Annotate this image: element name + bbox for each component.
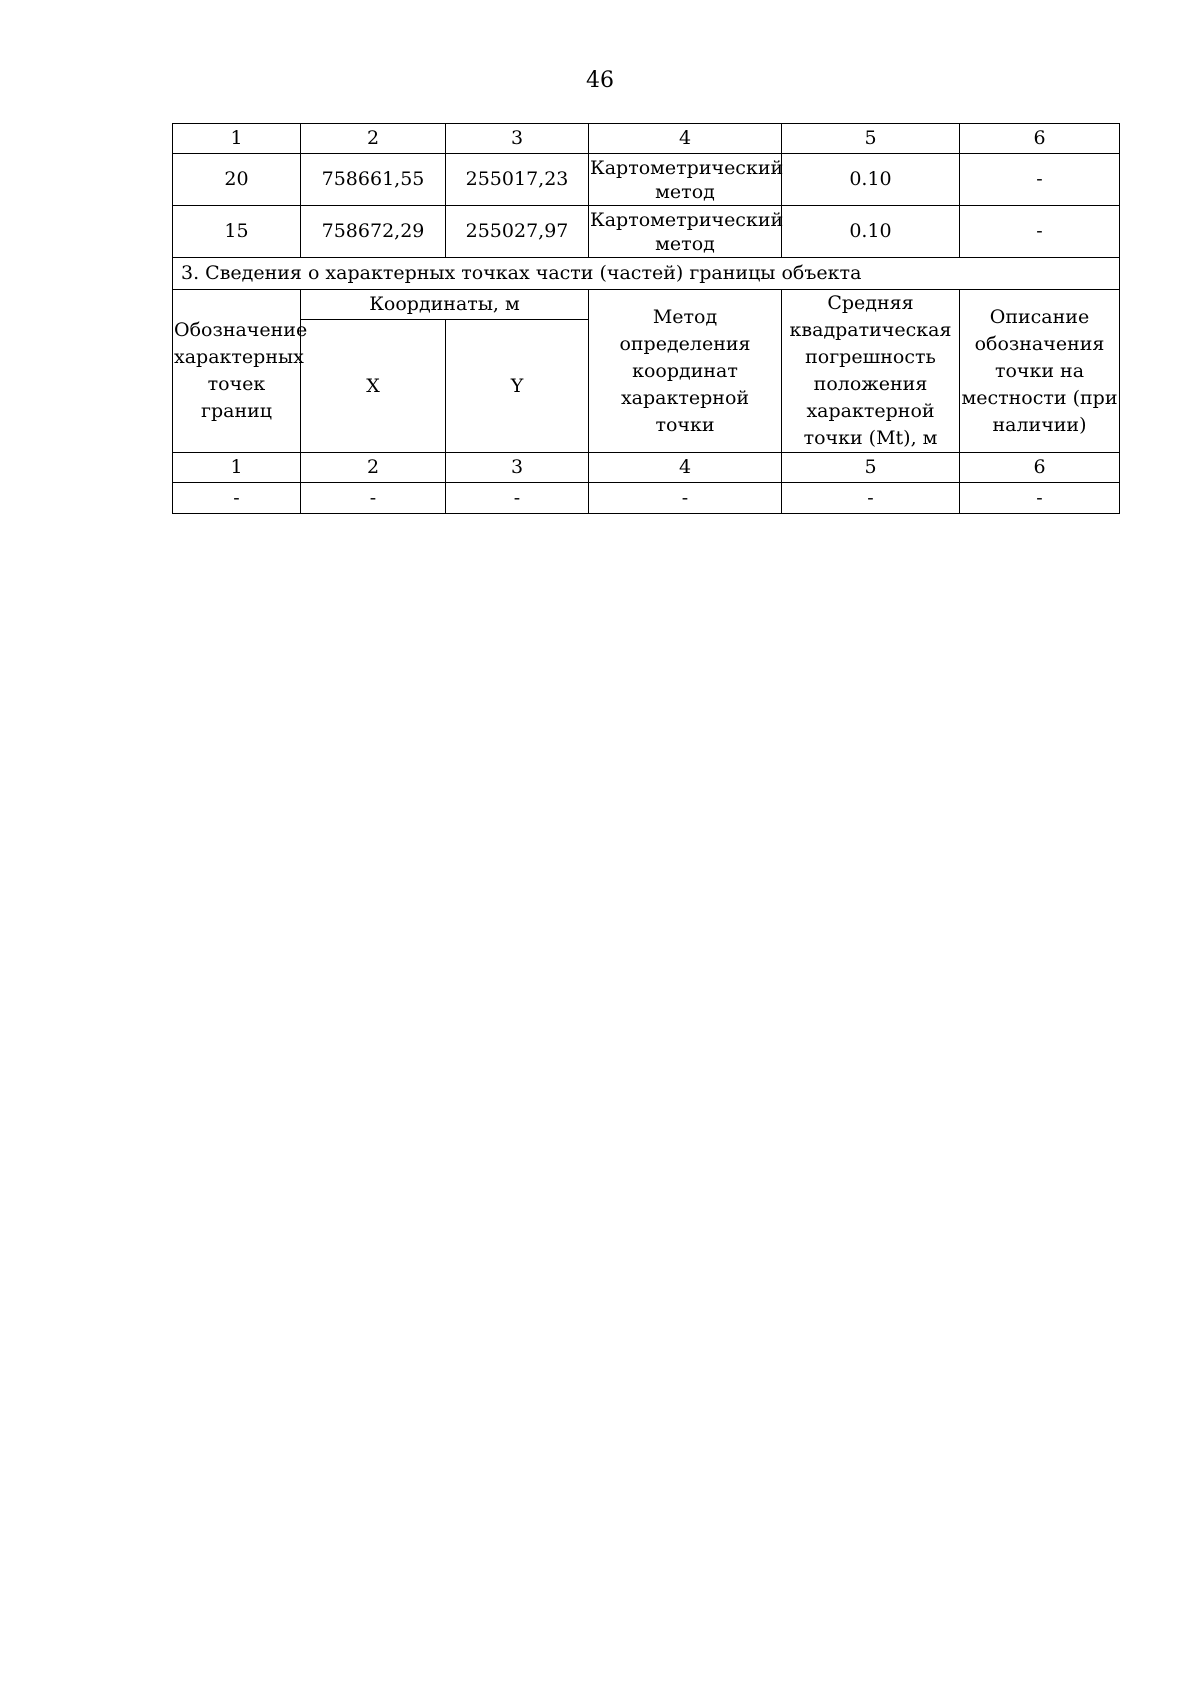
method-cell: Картометрический метод (589, 206, 782, 258)
method-cell: Картометрический метод (589, 154, 782, 206)
x-coordinate-cell: 758672,29 (301, 206, 446, 258)
y-coordinate-cell: 255017,23 (446, 154, 589, 206)
empty-cell: - (782, 483, 960, 514)
y-coordinate-cell: 255027,97 (446, 206, 589, 258)
boundary-points-table (172, 123, 1120, 514)
header-row (173, 290, 1120, 320)
x-coordinate-cell: 758661,55 (301, 154, 446, 206)
point-number-cell: 20 (173, 154, 301, 206)
column-number: 5 (782, 124, 960, 154)
error-header: Средняя квадратическая погрешность положения характерной точки (Mt), м (782, 290, 960, 453)
section-title-row (173, 258, 1120, 290)
column-number: 3 (446, 453, 589, 483)
section-title: 3. Сведения о характерных точках части (частей) границы объекта (173, 258, 1120, 290)
column-number: 1 (173, 124, 301, 154)
table-row (173, 154, 1120, 206)
column-number: 4 (589, 124, 782, 154)
empty-cell: - (589, 483, 782, 514)
column-number: 5 (782, 453, 960, 483)
error-cell: 0.10 (782, 154, 960, 206)
x-header: X (301, 320, 446, 453)
column-number: 3 (446, 124, 589, 154)
point-number-cell: 15 (173, 206, 301, 258)
description-cell: - (960, 206, 1120, 258)
table-row (173, 483, 1120, 514)
coordinates-header: Координаты, м (301, 290, 589, 320)
empty-cell: - (301, 483, 446, 514)
column-number: 4 (589, 453, 782, 483)
designation-header: Обозначение характерных точек границ (173, 290, 301, 453)
empty-cell: - (173, 483, 301, 514)
method-header: Метод определения координат характерной точки (589, 290, 782, 453)
empty-cell: - (960, 483, 1120, 514)
column-number-row (173, 124, 1120, 154)
column-number: 2 (301, 124, 446, 154)
table-row (173, 206, 1120, 258)
error-cell: 0.10 (782, 206, 960, 258)
column-number: 1 (173, 453, 301, 483)
column-number: 6 (960, 453, 1120, 483)
page-number: 46 (586, 68, 614, 93)
empty-cell: - (446, 483, 589, 514)
column-number: 2 (301, 453, 446, 483)
description-cell: - (960, 154, 1120, 206)
y-header: Y (446, 320, 589, 453)
column-number: 6 (960, 124, 1120, 154)
description-header: Описание обозначения точки на местности (при наличии) (960, 290, 1120, 453)
column-number-row (173, 453, 1120, 483)
